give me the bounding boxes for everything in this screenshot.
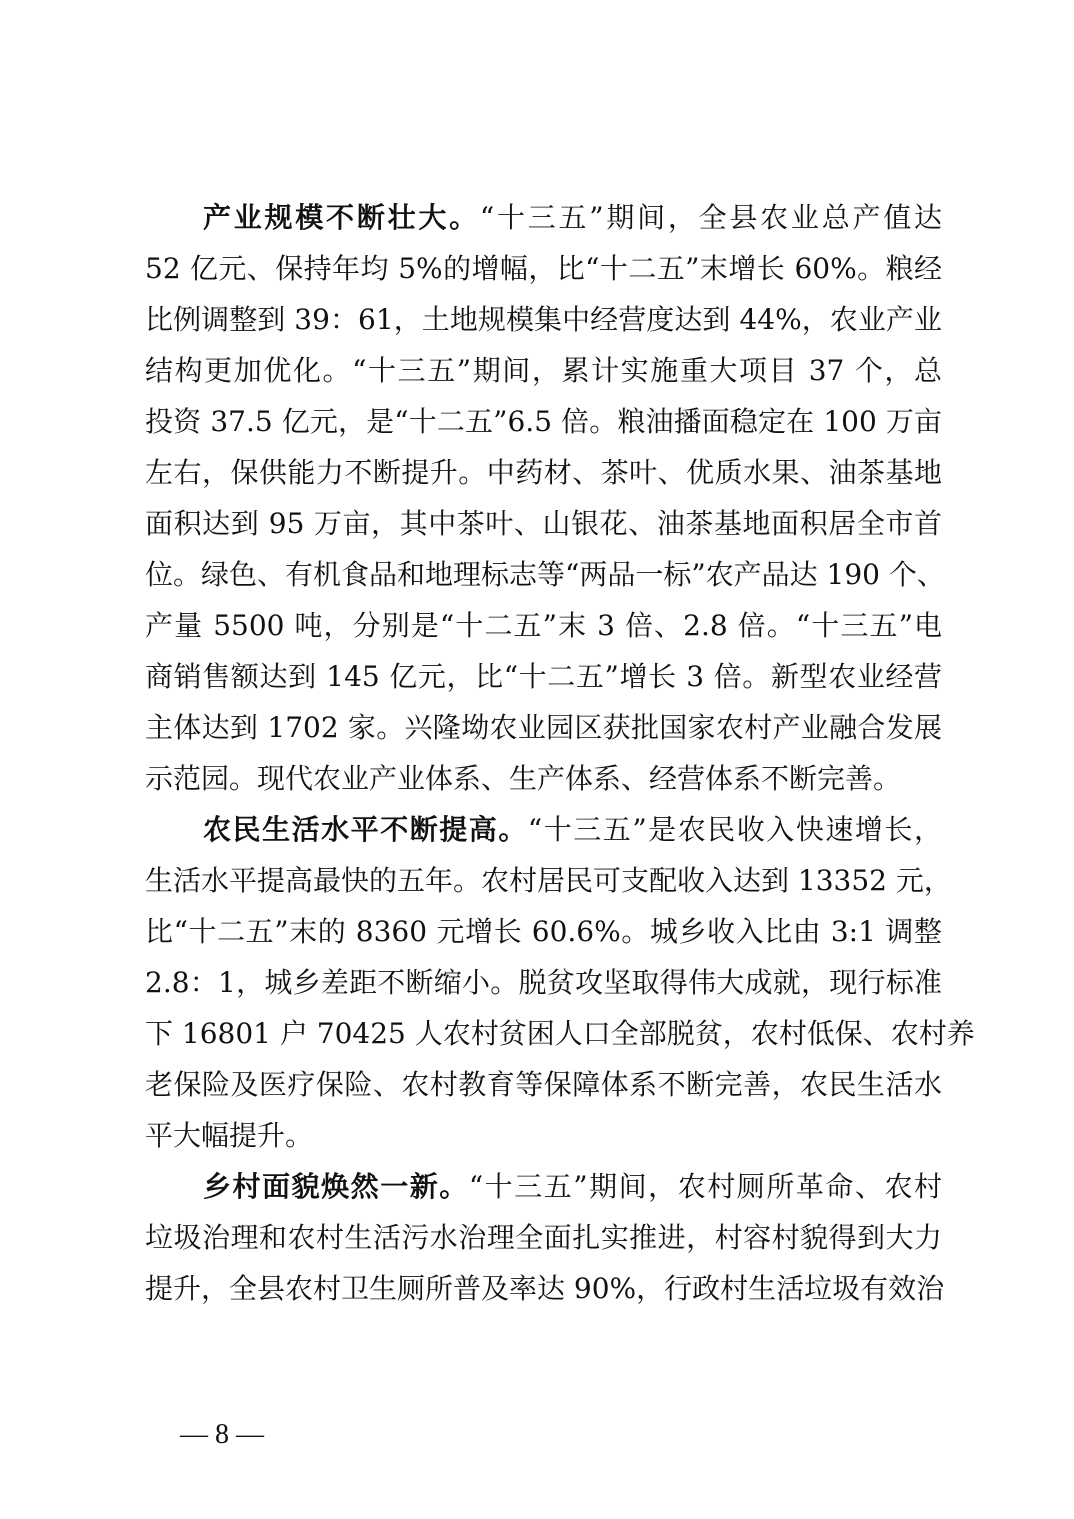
paragraph-2-line-6: 老保险及医疗保险、农村教育等保障体系不断完善，农民生活水 [145, 1068, 942, 1101]
paragraph-1-heading: 产业规模不断壮大。 [203, 201, 480, 234]
paragraph-1-line-10: 商销售额达到 145 亿元，比“十二五”增长 3 倍。新型农业经营 [145, 660, 942, 693]
paragraph-3-line-3: 提升，全县农村卫生厕所普及率达 90%，行政村生活垃圾有效治 [145, 1272, 945, 1305]
paragraph-3-heading: 乡村面貌焕然一新。 [203, 1170, 469, 1203]
page-number: — 8 — [180, 1419, 264, 1450]
paragraph-1-line-9: 产量 5500 吨，分别是“十二五”末 3 倍、2.8 倍。“十三五”电 [145, 609, 942, 642]
paragraph-3-line-1 [203, 1162, 942, 1212]
paragraph-2-line-5: 下 16801 户 70425 人农村贫困人口全部脱贫，农村低保、农村养 [145, 1017, 975, 1050]
paragraph-1-line-11: 主体达到 1702 家。兴隆坳农业园区获批国家农村产业融合发展 [145, 711, 942, 744]
paragraph-1-text: “十三五”期间，全县农业总产值达 [479, 201, 942, 234]
paragraph-1-line-12: 示范园。现代农业产业体系、生产体系、经营体系不断完善。 [145, 762, 902, 795]
paragraph-2-line-7: 平大幅提升。 [145, 1119, 314, 1152]
paragraph-1-line-3: 比例调整到 39：61，土地规模集中经营度达到 44%，农业产业 [145, 303, 942, 336]
paragraph-1-line-5: 投资 37.5 亿元，是“十二五”6.5 倍。粮油播面稳定在 100 万亩 [145, 405, 942, 438]
paragraph-2-line-1 [203, 805, 942, 855]
paragraph-1-line-7: 面积达到 95 万亩，其中茶叶、山银花、油茶基地面积居全市首 [145, 507, 942, 540]
paragraph-3-text: “十三五”期间，农村厕所革命、农村 [468, 1170, 942, 1203]
paragraph-2-heading: 农民生活水平不断提高。 [203, 813, 528, 846]
paragraph-2-line-4: 2.8：1，城乡差距不断缩小。脱贫攻坚取得伟大成就，现行标准 [145, 966, 942, 999]
paragraph-1-line-4: 结构更加优化。“十三五”期间，累计实施重大项目 37 个，总 [145, 354, 942, 387]
paragraph-2-line-3: 比“十二五”末的 8360 元增长 60.6%。城乡收入比由 3:1 调整 [145, 915, 942, 948]
paragraph-1-line-2: 52 亿元、保持年均 5%的增幅，比“十二五”末增长 60%。粮经 [145, 252, 942, 285]
paragraph-2-line-2: 生活水平提高最快的五年。农村居民可支配收入达到 13352 元， [145, 864, 952, 897]
paragraph-1-line-1 [203, 193, 942, 243]
paragraph-2-text: “十三五”是农民收入快速增长， [527, 813, 942, 846]
paragraph-1-line-8: 位。绿色、有机食品和地理标志等“两品一标”农产品达 190 个、 [145, 558, 945, 591]
paragraph-3-line-2: 垃圾治理和农村生活污水治理全面扎实推进，村容村貌得到大力 [145, 1221, 942, 1254]
paragraph-1-line-6: 左右，保供能力不断提升。中药材、茶叶、优质水果、油茶基地 [145, 456, 942, 489]
